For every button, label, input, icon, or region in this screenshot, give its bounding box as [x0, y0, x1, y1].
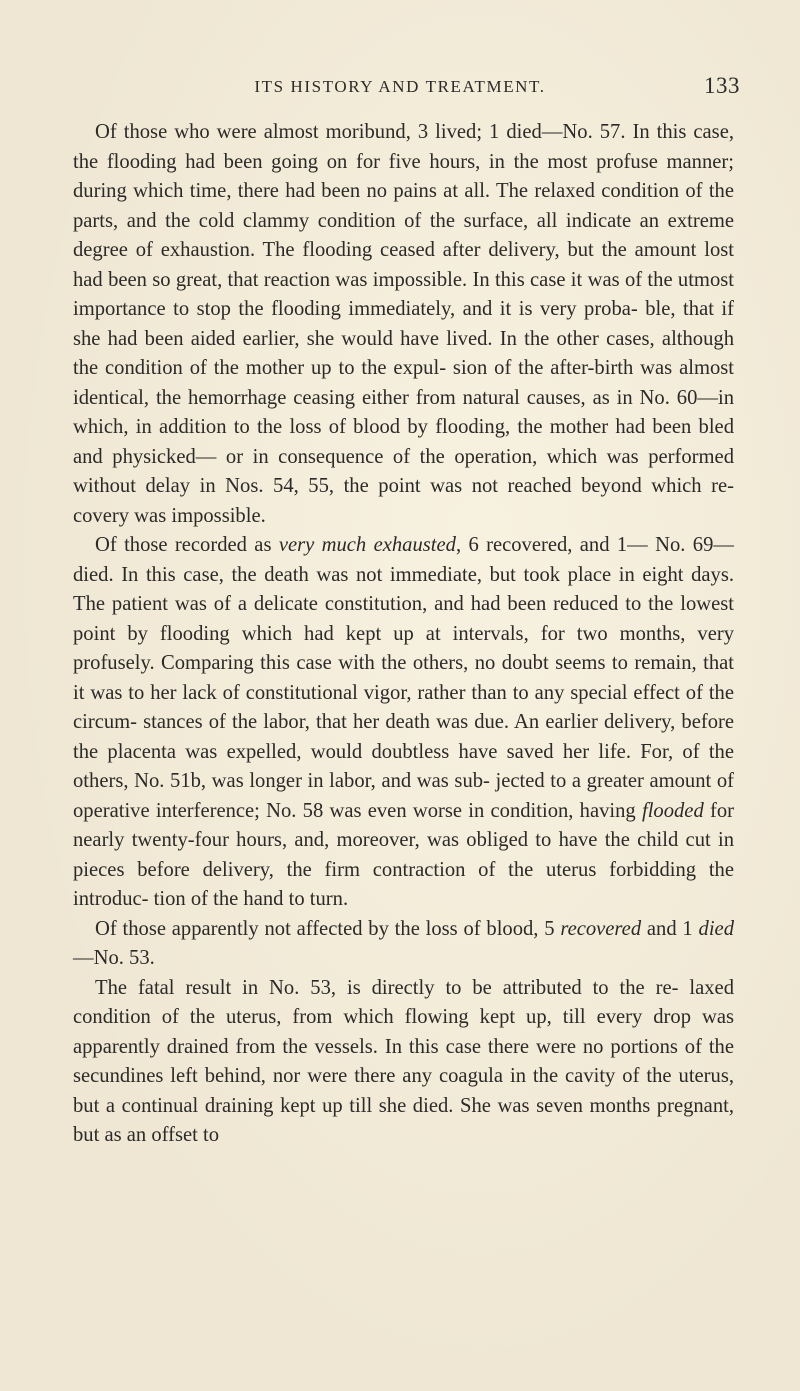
paragraph-fatal-result: The fatal result in No. 53, is directly to be attributed to the re- laxed condition of the uterus, from which flowing kept up, till every drop was apparently drained from the vessels. In this case there were no portions of the secundines left behind, nor were there any coagula in the cavity of the uterus, but a continual draining kept up till she died. She was seven months pregnant, but as an offset to [73, 976, 734, 1146]
paragraph-text: Of those recorded as [95, 534, 279, 556]
paragraph-text: , 6 recovered, and 1— No. 69—died. In this case, the death was not immediate, but took place in eight days. The patient was of a delicate constitution, and had been reduced to the lowest point by flooding which had kept up at intervals, for two months, very profusely. Comparing this case with the others, no doubt seems to remain, that it was to her lack of constitutional vigor, rather than to any special effect of the circum- stances of the labor, that her death was due. An earlier delivery, before the placenta was expelled, would doubtless have saved her life. For, of the others, No. 51b, was longer in labor, and was sub- jected to a greater amount of operative interference; No. 58 was even worse in condition, having [73, 534, 734, 822]
paragraph-very-much-exhausted [73, 531, 734, 915]
paragraph-text: Of those apparently not affected by the loss of blood, 5 [95, 917, 561, 940]
emphasis-text: very much exhausted [278, 534, 456, 556]
emphasis-text: died [698, 917, 734, 940]
paragraph-text: —No. 53. [73, 947, 155, 969]
running-head [60, 73, 740, 103]
paragraph-text: and 1 [641, 917, 699, 940]
emphasis-text: flooded [641, 799, 704, 822]
page-number: 133 [704, 73, 740, 98]
paragraph-moribund: Of those who were almost moribund, 3 lived; 1 died—No. 57. In this case, the flooding had been going on for five hours, in the most profuse manner; during which time, there had been no pains at all. The relaxed condition of the parts, and the cold clammy condition of the surface, all indicate an extreme degree of exhaustion. The flooding ceased after delivery, but the amount lost had been so great, that reaction was impossible. In this case it was of the utmost importance to stop the flooding immediately, and it is very proba- ble, that if she had been aided earlier, she would have lived. In the other cases, although the condition of the mother up to the expul- sion of the after-birth was almost identical, the hemorrhage ceasing either from natural causes, as in No. 60—in which, in addition to the loss of blood by flooding, the mother had been bled and physicked— or in consequence of the operation, which was performed without delay in Nos. 54, 55, the point was not reached beyond which re- covery was impossible. [73, 121, 734, 527]
body-text [73, 118, 734, 1151]
running-title: ITS HISTORY AND TREATMENT. [254, 77, 546, 96]
paragraph-text: for nearly twenty-four hours, and, moreover, was obliged to have the child cut in pieces before delivery, the firm contraction of the uterus forbidding the introduc- tion of the hand to turn. [73, 799, 734, 910]
emphasis-text: recovered [560, 917, 642, 940]
paragraph-not-affected [73, 915, 734, 974]
